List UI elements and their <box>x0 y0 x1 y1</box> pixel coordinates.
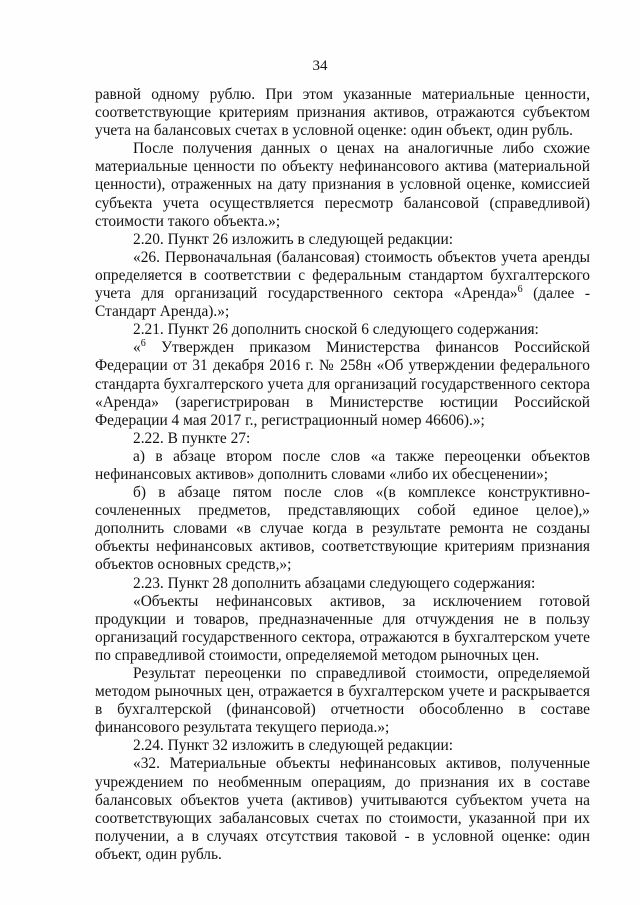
paragraph-text: После получения данных о ценах на аналогичные либо схожие материальные ценности по объекту нефинансового актива (материальной ценности), отраженных на дату признания в условной оценке, комиссией субъекта учета осуществляется пересмотр балансовой (справедливой) стоимости такого объекта.»; <box>95 140 590 230</box>
paragraph <box>95 484 590 574</box>
document-body <box>95 86 590 864</box>
paragraph-text: «32. Материальные объекты нефинансовых активов, полученные учреждением по необменным операциям, до признания их в составе балансовых объектов учета (активов) учитываются субъектом учета на соответствующих забалансовых счетах по стоимости, указанной при их получении, а в случаях отсутствия таковой - в условной оценке: один объект, один рубль. <box>95 755 590 863</box>
paragraph <box>95 321 590 339</box>
paragraph <box>95 140 590 230</box>
footnote-marker: 6 <box>140 338 146 350</box>
paragraph-text: Утвержден приказом Министерства финансов Российской Федерации от 31 декабря 2016 г. № 258н «Об утверждении федерального стандарта бухгалтерского учета для организаций государственного сектора «Аренда» (зарегистрирован в Министерстве юстиции Российской Федерации 4 мая 2017 г., регистрационный номер 46606).»; <box>95 339 590 429</box>
paragraph <box>95 448 590 484</box>
paragraph <box>95 430 590 448</box>
paragraph-prefix: « <box>133 339 141 357</box>
paragraph-text: 2.23. Пункт 28 дополнить абзацами следующего содержания: <box>133 574 536 592</box>
page-number: 34 <box>312 58 328 74</box>
paragraph <box>95 231 590 249</box>
paragraph <box>95 575 590 593</box>
paragraph <box>95 593 590 665</box>
paragraph <box>95 665 590 737</box>
paragraph <box>95 737 590 755</box>
paragraph-text: 2.20. Пункт 26 изложить в следующей редакции: <box>133 230 454 248</box>
paragraph-text: равной одному рублю. При этом указанные материальные ценности, соответствующие критериям признания активов, отражаются субъектом учета на балансовых счетах в условной оценке: один объект, один рубль. <box>95 86 590 140</box>
paragraph-text: 2.22. В пункте 27: <box>133 429 251 447</box>
paragraph-text: а) в абзаце втором после слов «а также переоценки объектов нефинансовых активов» дополнить словами «либо их обесценении»; <box>95 447 590 483</box>
paragraph-text: Результат переоценки по справедливой стоимости, определяемой методом рыночных цен, отражается в бухгалтерском учете и раскрывается в бухгалтерской (финансовой) отчетности обособленно в составе финансового результата текущего периода.»; <box>95 665 590 737</box>
paragraph <box>95 339 590 429</box>
paragraph <box>95 249 590 321</box>
paragraph-text: 2.24. Пункт 32 изложить в следующей редакции: <box>133 737 454 755</box>
footnote-marker: 6 <box>517 283 523 295</box>
paragraph <box>95 86 590 140</box>
paragraph-text: б) в абзаце пятом после слов «(в комплексе конструктивно-сочлененных предметов, представляющих собой единое целое),» дополнить словами «в случае когда в результате ремонта не созданы объекты нефинансовых активов, соответствующие критериям признания объектов основных средств,»; <box>95 484 590 574</box>
paragraph-text: «Объекты нефинансовых активов, за исключением готовой продукции и товаров, предназначенные для отчуждения не в пользу организаций государственного сектора, отражаются в бухгалтерском учете по справедливой стоимости, определяемой методом рыночных цен. <box>95 592 590 664</box>
paragraph-text-after: (далее - Стандарт Аренда).»; <box>95 285 590 321</box>
paragraph <box>95 755 590 864</box>
paragraph-text: «26. Первоначальная (балансовая) стоимость объектов учета аренды определяется в соответствии с федеральным стандартом бухгалтерского учета для организаций государственного сектора «Аренда» <box>95 248 590 303</box>
paragraph-text: 2.21. Пункт 26 дополнить сноской 6 следующего содержания: <box>133 321 539 339</box>
